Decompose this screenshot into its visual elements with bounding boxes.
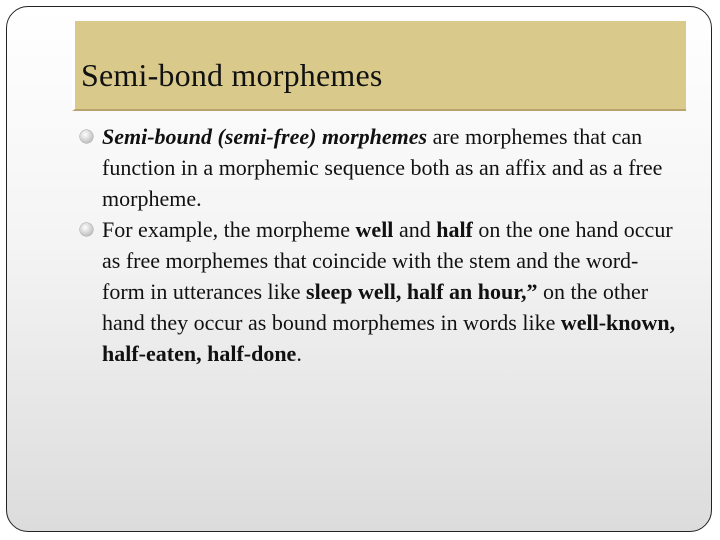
example-bound-words: well-known, half-eaten, half-done xyxy=(102,310,676,366)
bullet-item-1 xyxy=(78,121,678,214)
example-free-usage: sleep well, half an hour,” xyxy=(306,279,538,304)
text-segment: on the one hand occur as free morphemes that coincide with the stem and the word-form in utterances like xyxy=(102,217,673,304)
example-half: half xyxy=(436,217,473,242)
text-segment: . xyxy=(296,341,302,366)
term-semi-bound: Semi-bound (semi-free) morphemes xyxy=(102,124,428,149)
text-segment: are morphemes that can function in a morphemic sequence both as an affix and as a free morpheme. xyxy=(102,124,663,211)
example-well: well xyxy=(355,217,394,242)
text-segment: on the other hand they occur as bound morphemes in words like xyxy=(102,279,649,335)
bullet-item-2 xyxy=(78,214,678,369)
slide-content xyxy=(78,121,678,369)
bullet-icon xyxy=(80,130,93,143)
bullet-icon xyxy=(80,223,93,236)
text-segment: For example, the morpheme xyxy=(102,217,356,242)
text-segment: and xyxy=(393,217,437,242)
title-bar xyxy=(72,21,686,111)
slide-title: Semi-bond morphemes xyxy=(81,57,383,93)
